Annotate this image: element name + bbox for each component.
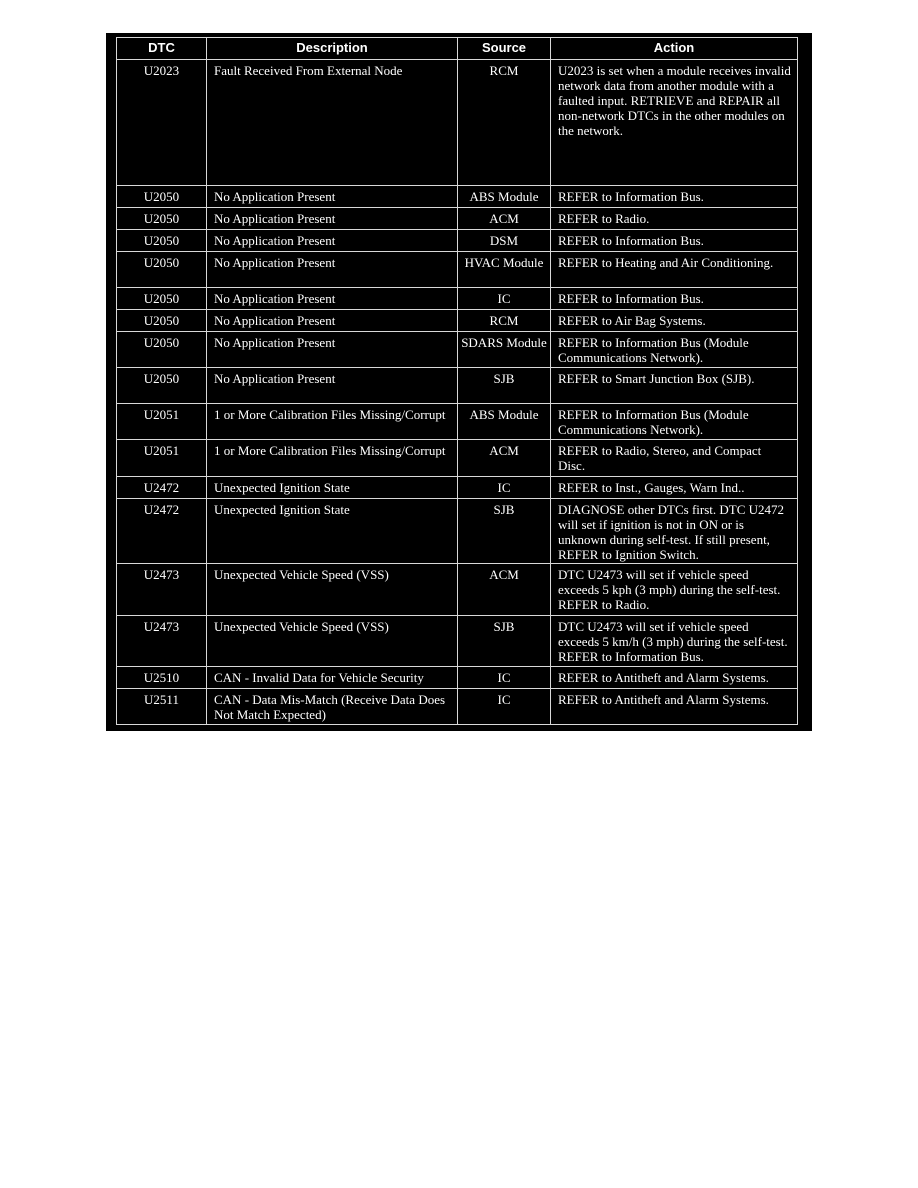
source-cell: ABS Module bbox=[458, 404, 551, 440]
table-row bbox=[117, 186, 798, 208]
source-cell: IC bbox=[458, 667, 551, 689]
dtc-table bbox=[116, 37, 798, 725]
table-row bbox=[117, 208, 798, 230]
action-cell: REFER to Information Bus. bbox=[551, 186, 798, 208]
source-cell: RCM bbox=[458, 310, 551, 332]
dtc-cell: U2511 bbox=[117, 689, 207, 725]
action-cell: DIAGNOSE other DTCs first. DTC U2472 will set if ignition is not in ON or is unknown during self-test. If still present, REFER to Ignition Switch. bbox=[551, 499, 798, 564]
table-row bbox=[117, 310, 798, 332]
dtc-cell: U2050 bbox=[117, 310, 207, 332]
action-cell: DTC U2473 will set if vehicle speed exceeds 5 km/h (3 mph) during the self-test. REFER to Information Bus. bbox=[551, 616, 798, 667]
action-cell: REFER to Radio, Stereo, and Compact Disc. bbox=[551, 440, 798, 477]
table-row bbox=[117, 404, 798, 440]
action-cell: DTC U2473 will set if vehicle speed exceeds 5 kph (3 mph) during the self-test. REFER to Radio. bbox=[551, 564, 798, 616]
description-cell: No Application Present bbox=[207, 332, 458, 368]
dtc-cell: U2472 bbox=[117, 477, 207, 499]
dtc-cell: U2050 bbox=[117, 332, 207, 368]
dtc-cell: U2050 bbox=[117, 252, 207, 288]
description-cell: No Application Present bbox=[207, 368, 458, 404]
description-cell: CAN - Invalid Data for Vehicle Security bbox=[207, 667, 458, 689]
dtc-cell: U2050 bbox=[117, 208, 207, 230]
dtc-cell: U2510 bbox=[117, 667, 207, 689]
action-cell: REFER to Antitheft and Alarm Systems. bbox=[551, 667, 798, 689]
description-cell: Unexpected Ignition State bbox=[207, 477, 458, 499]
description-cell: No Application Present bbox=[207, 230, 458, 252]
action-cell: REFER to Information Bus (Module Communications Network). bbox=[551, 332, 798, 368]
table-row bbox=[117, 368, 798, 404]
source-cell: ABS Module bbox=[458, 186, 551, 208]
action-cell: REFER to Inst., Gauges, Warn Ind.. bbox=[551, 477, 798, 499]
description-cell: No Application Present bbox=[207, 310, 458, 332]
dtc-cell: U2051 bbox=[117, 404, 207, 440]
header-description: Description bbox=[207, 38, 458, 60]
dtc-cell: U2473 bbox=[117, 564, 207, 616]
table-row bbox=[117, 252, 798, 288]
dtc-cell: U2473 bbox=[117, 616, 207, 667]
description-cell: CAN - Data Mis-Match (Receive Data Does Not Match Expected) bbox=[207, 689, 458, 725]
dtc-cell: U2023 bbox=[117, 60, 207, 186]
table-row bbox=[117, 230, 798, 252]
source-cell: ACM bbox=[458, 564, 551, 616]
dtc-cell: U2050 bbox=[117, 186, 207, 208]
source-cell: IC bbox=[458, 477, 551, 499]
source-cell: HVAC Module bbox=[458, 252, 551, 288]
table-row bbox=[117, 564, 798, 616]
description-cell: No Application Present bbox=[207, 288, 458, 310]
action-cell: REFER to Information Bus. bbox=[551, 230, 798, 252]
source-cell: RCM bbox=[458, 60, 551, 186]
action-cell: REFER to Smart Junction Box (SJB). bbox=[551, 368, 798, 404]
header-dtc: DTC bbox=[117, 38, 207, 60]
header-source: Source bbox=[458, 38, 551, 60]
description-cell: No Application Present bbox=[207, 186, 458, 208]
table-row bbox=[117, 499, 798, 564]
description-cell: No Application Present bbox=[207, 208, 458, 230]
header-action: Action bbox=[551, 38, 798, 60]
action-cell: REFER to Antitheft and Alarm Systems. bbox=[551, 689, 798, 725]
description-cell: 1 or More Calibration Files Missing/Corrupt bbox=[207, 440, 458, 477]
table-row bbox=[117, 667, 798, 689]
source-cell: ACM bbox=[458, 440, 551, 477]
table-row bbox=[117, 477, 798, 499]
dtc-table-container bbox=[106, 33, 812, 731]
dtc-cell: U2051 bbox=[117, 440, 207, 477]
action-cell: U2023 is set when a module receives invalid network data from another module with a faulted input. RETRIEVE and REPAIR all non-network DTCs in the other modules on the network. bbox=[551, 60, 798, 186]
description-cell: 1 or More Calibration Files Missing/Corrupt bbox=[207, 404, 458, 440]
source-cell: SJB bbox=[458, 499, 551, 564]
source-cell: SJB bbox=[458, 368, 551, 404]
description-cell: No Application Present bbox=[207, 252, 458, 288]
table-header-row bbox=[117, 38, 798, 60]
table-row bbox=[117, 60, 798, 186]
action-cell: REFER to Information Bus. bbox=[551, 288, 798, 310]
action-cell: REFER to Heating and Air Conditioning. bbox=[551, 252, 798, 288]
source-cell: SDARS Module bbox=[458, 332, 551, 368]
table-row bbox=[117, 288, 798, 310]
source-cell: IC bbox=[458, 288, 551, 310]
description-cell: Fault Received From External Node bbox=[207, 60, 458, 186]
table-row bbox=[117, 616, 798, 667]
dtc-cell: U2472 bbox=[117, 499, 207, 564]
source-cell: SJB bbox=[458, 616, 551, 667]
source-cell: IC bbox=[458, 689, 551, 725]
table-row bbox=[117, 440, 798, 477]
description-cell: Unexpected Ignition State bbox=[207, 499, 458, 564]
dtc-cell: U2050 bbox=[117, 230, 207, 252]
table-row bbox=[117, 689, 798, 725]
dtc-cell: U2050 bbox=[117, 368, 207, 404]
action-cell: REFER to Information Bus (Module Communications Network). bbox=[551, 404, 798, 440]
action-cell: REFER to Air Bag Systems. bbox=[551, 310, 798, 332]
description-cell: Unexpected Vehicle Speed (VSS) bbox=[207, 564, 458, 616]
source-cell: ACM bbox=[458, 208, 551, 230]
table-row bbox=[117, 332, 798, 368]
description-cell: Unexpected Vehicle Speed (VSS) bbox=[207, 616, 458, 667]
action-cell: REFER to Radio. bbox=[551, 208, 798, 230]
dtc-cell: U2050 bbox=[117, 288, 207, 310]
source-cell: DSM bbox=[458, 230, 551, 252]
